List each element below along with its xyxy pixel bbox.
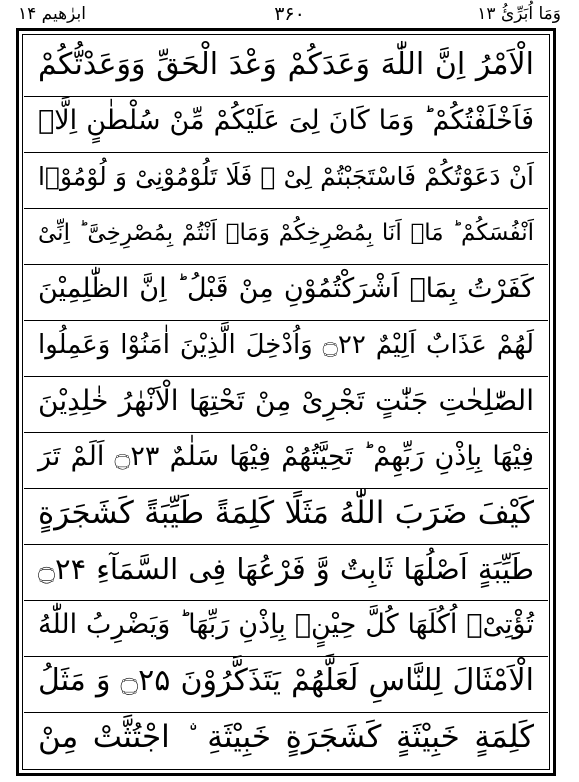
text-line-12: الْاَمْثَالَ لِلنَّاسِ لَعَلَّهُمْ یَتَذَكَّرُوْنَ ۝۲۵ وَ مَثَلُ bbox=[24, 652, 548, 713]
text-lines bbox=[24, 36, 548, 768]
text-line-1: الْاَمْرُ اِنَّ اللّٰهَ وَعَدَكُمْ وَعْدَ الْحَقِّ وَوَعَدْتُّكُمْ bbox=[24, 36, 548, 97]
text-line-6: لَهُمْ عَذَابٌ اَلِیْمٌ ۝۲۲ وَاُدْخِلَ الَّذِیْنَ اٰمَنُوْا وَعَمِلُوا bbox=[24, 316, 548, 377]
text-line-13: كَلِمَةٍ خَبِیْثَةٍ كَشَجَرَةٍ خَبِیْثَةِ ۨ اجْتُثَّتْ مِنْ bbox=[38, 719, 534, 755]
para-name: وَمَا اُبَرِّئُ ۱۳ bbox=[477, 4, 561, 24]
text-line-10: طَیِّبَةٍ اَصْلُهَا ثَابِتٌ وَّ فَرْعُهَا فِی السَّمَآءِ ۝۲۴ bbox=[24, 540, 548, 601]
text-line-4: اَنْفُسَكُمْ ؕ مَاۤ اَنَا بِمُصْرِخِكُمْ وَمَاۤ اَنْتُمْ بِمُصْرِخِیَّ ؕ اِنِّیْ bbox=[24, 204, 548, 265]
text-line-11: تُؤْتِیْۤ اُكُلَهَا كُلَّ حِیْنٍۭ بِاِذْنِ رَبِّهَا ؕ وَیَضْرِبُ اللّٰهُ bbox=[24, 596, 548, 657]
text-line-3: اَنْ دَعَوْتُكُمْ فَاسْتَجَبْتُمْ لِیْ ۚ فَلَا تَلُوْمُوْنِیْ وَ لُوْمُوْۤا bbox=[24, 148, 548, 209]
text-line-2: فَاَخْلَفْتُكُمْ ؕ وَمَا كَانَ لِیَ عَلَیْكُمْ مِّنْ سُلْطٰنٍ اِلَّاۤ bbox=[24, 92, 548, 153]
text-line-8: فِیْهَا بِاِذْنِ رَبِّهِمْ ؕ تَحِیَّتُهُمْ فِیْهَا سَلٰمٌ ۝۲۳ اَلَمْ تَرَ bbox=[24, 428, 548, 489]
text-line-9: كَیْفَ ضَرَبَ اللّٰهُ مَثَلًا كَلِمَةً طَیِّبَةً كَشَجَرَةٍ bbox=[24, 484, 548, 545]
text-line-5: كَفَرْتُ بِمَاۤ اَشْرَكْتُمُوْنِ مِنْ قَبْلُ ؕ اِنَّ الظّٰلِمِیْنَ bbox=[24, 260, 548, 321]
surah-name: ابرٰھیم ۱۴ bbox=[18, 4, 86, 24]
page-header bbox=[18, 2, 561, 28]
page-number: ۳۶۰ bbox=[274, 3, 305, 25]
text-line-7: الصّٰلِحٰتِ جَنّٰتٍ تَجْرِیْ مِنْ تَحْتِهَا الْاَنْهٰرُ خٰلِدِیْنَ bbox=[24, 372, 548, 433]
